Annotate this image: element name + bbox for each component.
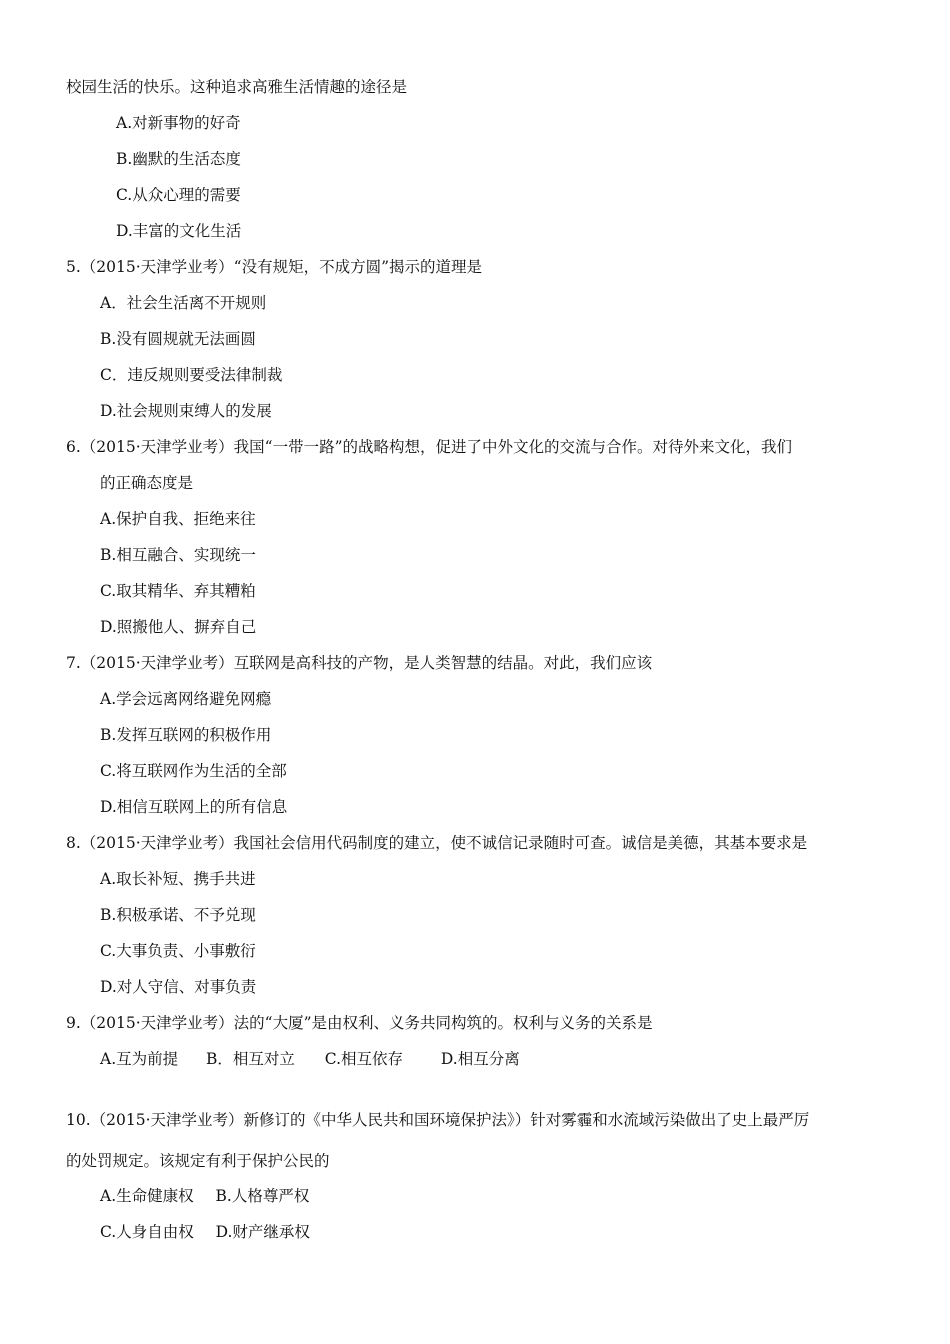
q4-option-c: C.从众心理的需要 xyxy=(116,186,241,204)
q9-options-row xyxy=(100,1049,520,1069)
question-9-stem: 9.（2015·天津学业考）法的“大厦”是由权利、义务共同构筑的。权利与义务的关系是 xyxy=(66,1014,653,1032)
question-8-stem: 8.（2015·天津学业考）我国社会信用代码制度的建立，使不诚信记录随时可查。诚信是美德，其基本要求是 xyxy=(66,834,808,852)
question-5-stem: 5.（2015·天津学业考）“没有规矩，不成方圆”揭示的道理是 xyxy=(66,258,483,276)
q9-option-d: D.相互分离 xyxy=(440,1050,520,1068)
question-6-stem-cont: 的正确态度是 xyxy=(100,474,194,492)
q7-option-a: A.学会远离网络避免网瘾 xyxy=(100,690,272,708)
q10-option-b: B.人格尊严权 xyxy=(215,1187,310,1205)
q5-option-a: A．社会生活离不开规则 xyxy=(100,294,267,312)
q4-option-d: D.丰富的文化生活 xyxy=(116,222,242,240)
q7-option-b: B.发挥互联网的积极作用 xyxy=(100,726,272,744)
q6-option-a: A.保护自我、拒绝来往 xyxy=(100,510,256,528)
q5-option-d: D.社会规则束缚人的发展 xyxy=(100,402,272,420)
q7-option-d: D.相信互联网上的所有信息 xyxy=(100,798,288,816)
question-10-stem: 10.（2015·天津学业考）新修订的《中华人民共和国环境保护法》）针对雾霾和水流域污染做出了史上最严厉 xyxy=(66,1111,810,1129)
question-7-stem: 7.（2015·天津学业考）互联网是高科技的产物，是人类智慧的结晶。对此，我们应该 xyxy=(66,654,653,672)
q6-option-d: D.照搬他人、摒弃自己 xyxy=(100,618,257,636)
q6-option-b: B.相互融合、实现统一 xyxy=(100,546,256,564)
q8-option-a: A.取长补短、携手共进 xyxy=(100,870,256,888)
question-4-stem-tail: 校园生活的快乐。这种追求高雅生活情趣的途径是 xyxy=(66,78,408,96)
q5-option-b: B.没有圆规就无法画圆 xyxy=(100,330,256,348)
q7-option-c: C.将互联网作为生活的全部 xyxy=(100,762,287,780)
question-6-stem: 6.（2015·天津学业考）我国“一带一路”的战略构想，促进了中外文化的交流与合作。对待外来文化，我们 xyxy=(66,438,793,456)
q8-option-d: D.对人守信、对事负责 xyxy=(100,978,257,996)
q4-option-b: B.幽默的生活态度 xyxy=(116,150,241,168)
q10-option-d: D.财产继承权 xyxy=(215,1223,310,1241)
q8-option-b: B.积极承诺、不予兑现 xyxy=(100,906,256,924)
q9-option-a: A.互为前提 xyxy=(100,1050,179,1068)
q4-option-a: A.对新事物的好奇 xyxy=(116,114,241,132)
q9-option-c: C.相互依存 xyxy=(324,1050,404,1068)
q10-option-a: A.生命健康权 xyxy=(100,1187,194,1205)
q6-option-c: C.取其精华、弃其糟粕 xyxy=(100,582,256,600)
q10-options-row-1 xyxy=(100,1186,309,1206)
q10-option-c: C.人身自由权 xyxy=(100,1223,194,1241)
q10-options-row-2 xyxy=(100,1222,310,1242)
q9-option-b: B．相互对立 xyxy=(206,1050,295,1068)
question-10-stem-cont: 的处罚规定。该规定有利于保护公民的 xyxy=(66,1152,330,1170)
q8-option-c: C.大事负责、小事敷衍 xyxy=(100,942,256,960)
q5-option-c: C．违反规则要受法律制裁 xyxy=(100,366,283,384)
